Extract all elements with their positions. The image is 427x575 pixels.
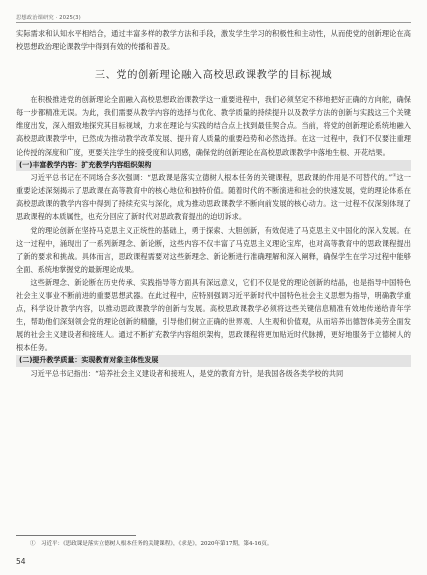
body-paragraph: 习近平总书记指出：“培养社会主义建设者和接班人，是党的教育方针，是我国各级各类学校的共同 bbox=[30, 368, 344, 378]
footnote-marker[interactable]: ① bbox=[392, 173, 397, 179]
subsection-heading: (一)丰富教学内容：扩充教学内容组织架构 bbox=[16, 160, 411, 172]
footnote: ① 习近平：《思政课是落实立德树人根本任务的关键课程》，《求是》，2020年第17期，第4-16页。 bbox=[30, 541, 273, 547]
body-paragraph bbox=[16, 171, 411, 223]
section-title: 三、党的创新理论融入高校思政课教学的目标视域 bbox=[94, 70, 333, 82]
body-paragraph: 实际需求和认知水平相结合，通过丰富多样的教学方法和手段，激发学生学习的积极性和主动性，从而使党的创新理论在高校思想政治理论课教学中得到有效的传播和普及。 bbox=[16, 29, 411, 52]
quote-continuation: 这一重要论述深刻揭示了思政课在高等教育中的核心地位和独特价值。随着时代的不断演进和社会的快速发展，党的理论体系在高校思政课的教学内容中得到了持续充实与深化，成为推动思政课教学不断向前发展的核心动力。这一过程不仅深刻体现了思政课程的本质属性，也充分回应了新时代对思政教育提出的迫切诉求。 bbox=[16, 173, 411, 222]
page-content bbox=[16, 27, 411, 380]
body-paragraph: 党的理论创新在坚持马克思主义正统性的基础上，勇于探索、大胆创新，有效促进了马克思主义中国化的深入发展。在这一过程中，涌现出了一系列新理念、新论断，这些内容不仅丰富了马克思主义理论宝库，也对高等教育中的思政课程提出了新的要求和挑战。具体而言，思政课程需要对这些新理念、新论断进行准确理解和深入阐释，确保学生在学习过程中能够全面、系统地掌握党的最新理论成果。 bbox=[16, 225, 411, 274]
body-paragraph: 这些新理念、新论断在历史传承、实践指导等方面具有深远意义，它们不仅是党的理论创新的结晶，也是指导中国特色社会主义事业不断前进的重要思想武器。在此过程中，应特别强调习近平新时代中国特色社会主义思想为指导，明确教学重点，科学设计教学内容，以推动思政课教学的创新与发展。高校思政课教学必须将这些关键信息精准有效地传递给青年学生，帮助他们深刻领会党的理论创新的精髓，引导他们树立正确的世界观、人生观和价值观，从而培养出德智体美劳全面发展的社会主义建设者和接班人。通过不断扩充教学内容组织架构，思政课程将更加贴近时代脉搏，更好地服务于立德树人的根本任务。 bbox=[16, 277, 411, 353]
running-head: 思想政治课研究 · 2025(3) bbox=[16, 15, 81, 21]
quote-text: 习近平总书记在不同场合多次强调：“思政课是落实立德树人根本任务的关键课程，思政课的作用是不可替代的。” bbox=[30, 173, 393, 183]
page-number: 54 bbox=[16, 557, 26, 566]
body-paragraph: 在积极推进党的创新理论全面融入高校思想政治课教学这一重要进程中，我们必须坚定不移地把好正确的方向舵，确保每一步都精准无误。为此，我们需要从教学内容的选择与优化、教学质量的持续提升以及教学方法的创新与实践这三个关键维度出发，深入细致地探究其目标视域，力求在理论与实践的结合点上找到最佳契合点。当前，将党的创新理论系统地融入高校思政课教学中，已然成为推动教学改革发展、提升育人质量的重要趋势和必然选择。在这一过程中，我们不仅要注重理论传授的深度和广度，更要关注学生的接受度和认同感，确保党的创新理论在高校思政课教学中落地生根、开花结果。 bbox=[16, 95, 411, 157]
subsection-heading: (二)提升教学质量：实现教育对象主体性发展 bbox=[16, 355, 411, 367]
footnote-divider bbox=[16, 535, 136, 536]
header-divider bbox=[16, 22, 411, 23]
